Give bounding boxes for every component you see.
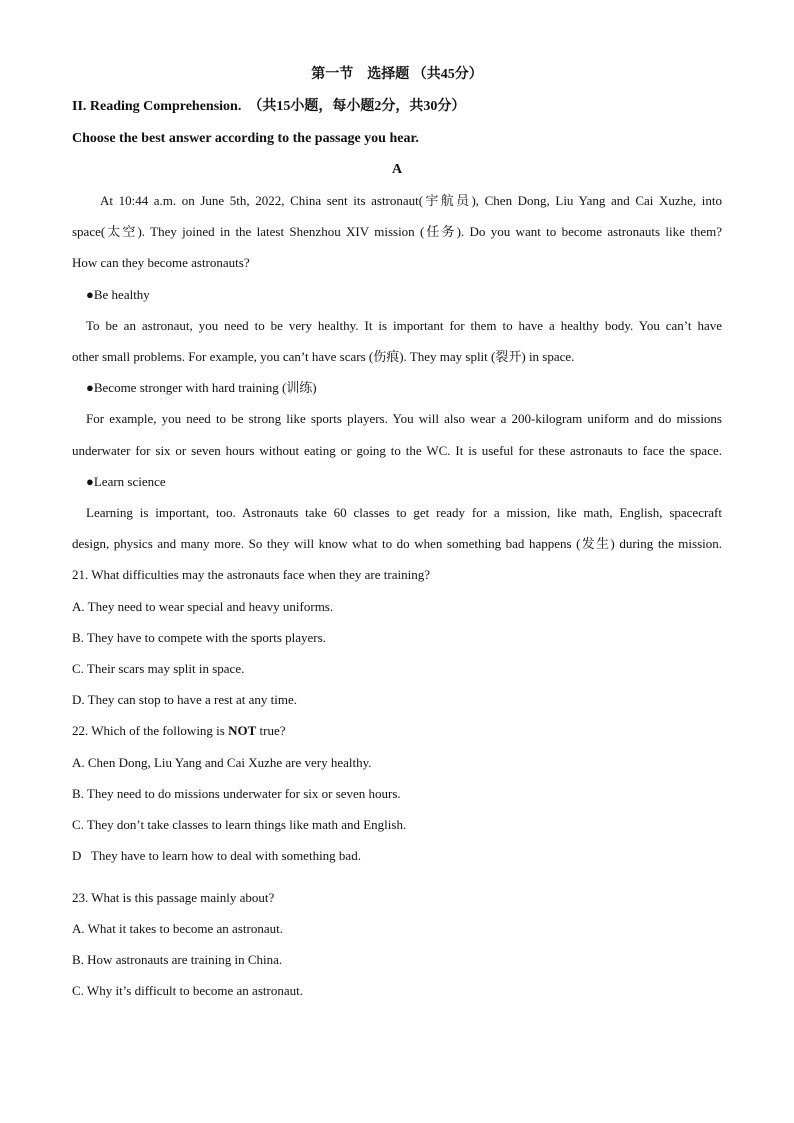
question-22-stem-emphasis: NOT — [228, 723, 257, 738]
instruction: Choose the best answer according to the passage you hear. — [72, 131, 419, 146]
question-22-option-d: D They have to learn how to deal with something bad. — [72, 848, 361, 863]
question-22-option-c: C. They don’t take classes to learn things like math and English. — [72, 817, 407, 832]
bullet-hard-training: ●Become stronger with hard training (训练) — [86, 380, 317, 395]
question-21-option-c: C. Their scars may split in space. — [72, 661, 245, 676]
question-21-option-b: B. They have to compete with the sports players. — [72, 630, 326, 645]
paragraph-3-line-1: Learning is important, too. Astronauts take 60 classes to get ready for a mission, like math, English, spacecraft — [86, 505, 722, 520]
passage-label: A — [391, 162, 403, 177]
paragraph-1-line-1: To be an astronaut, you need to be very healthy. It is important for them to have a healthy body. You can’t have — [86, 318, 722, 333]
section-title: 第一节 选择题 （共45分） — [311, 67, 483, 82]
question-21-stem: 21. What difficulties may the astronauts face when they are training? — [72, 567, 430, 582]
question-22-stem — [72, 723, 722, 739]
question-22-option-b: B. They need to do missions underwater for six or seven hours. — [72, 786, 401, 801]
question-23-option-b: B. How astronauts are training in China. — [72, 952, 283, 967]
part-title: II. Reading Comprehension. （共15小题，每小题2分，共30分） — [72, 99, 466, 114]
paragraph-2-line-1: For example, you need to be strong like sports players. You will also wear a 200-kilogram uniform and do missions — [86, 411, 722, 426]
bullet-be-healthy: ●Be healthy — [86, 287, 150, 302]
bullet-learn-science: ●Learn science — [86, 474, 166, 489]
passage-intro-line-1: At 10:44 a.m. on June 5th, 2022, China sent its astronaut(宇航员), Chen Dong, Liu Yang and Cai Xuzhe, into — [100, 193, 722, 208]
passage-intro-line-2: space(太空). They joined in the latest Shenzhou XIV mission (任务). Do you want to become astronauts like them? — [72, 224, 722, 239]
question-23-option-a: A. What it takes to become an astronaut. — [72, 921, 283, 936]
question-23-stem: 23. What is this passage mainly about? — [72, 890, 275, 905]
paragraph-1-line-2: other small problems. For example, you can’t have scars (伤痕). They may split (裂开) in space. — [72, 349, 575, 364]
question-21-option-a: A. They need to wear special and heavy uniforms. — [72, 599, 334, 614]
question-21-option-d: D. They can stop to have a rest at any time. — [72, 692, 298, 707]
paragraph-2-line-2: underwater for six or seven hours without eating or going to the WC. It is useful for these astronauts to face the space. — [72, 443, 722, 458]
question-23-option-c: C. Why it’s difficult to become an astronaut. — [72, 983, 303, 998]
passage-intro-line-3: How can they become astronauts? — [72, 255, 250, 270]
question-22-stem-after: true? — [256, 723, 286, 738]
question-22-stem-before: 22. Which of the following is — [72, 723, 229, 738]
question-22-option-a: A. Chen Dong, Liu Yang and Cai Xuzhe are very healthy. — [72, 755, 372, 770]
paragraph-3-line-2: design, physics and many more. So they will know what to do when something bad happens (发生) during the mission. — [72, 536, 722, 551]
